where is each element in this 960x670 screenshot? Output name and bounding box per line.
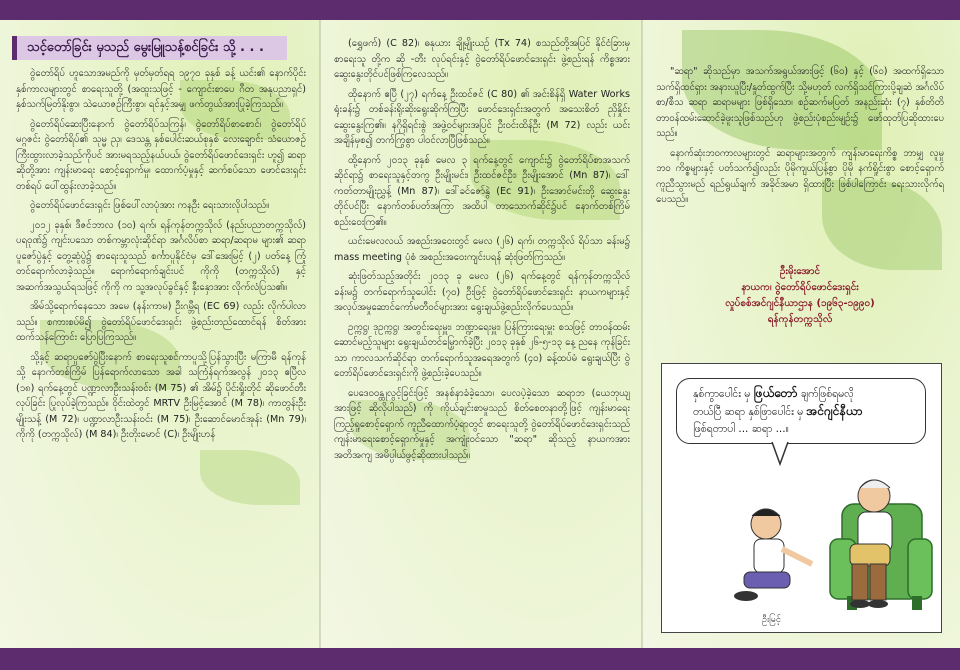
paragraph: ဝွဲတော်ရိပ်ဖောင်ဒေးရှင်း ဖြစ်ပေါ်လာပုံအား ကနဦး ရေးသားလိုပါသည်။ bbox=[30, 200, 270, 211]
article-title-bar bbox=[12, 36, 287, 60]
cartoon-drawing bbox=[662, 364, 941, 632]
article-title: သင့်တော်ခြင်း မှသည် မွေးမြူသန့်စင်ခြင်း သို့ . . . bbox=[27, 40, 264, 55]
author-name: ဦးမိုးအောင် bbox=[779, 266, 821, 277]
cartoon-illustration bbox=[661, 363, 942, 633]
elderly-man-figure bbox=[850, 480, 892, 608]
paragraph: ဆုံးဖြတ်သည့်အတိုင်း ၂၀၁၃ ခု မေလ (၂၆) ရက်နေ့တွင် ရန်ကုန်တက္ကသိုလ် ခန်းမ၌ တက်ရောက်သူပေါင်း (၇၀) ဦးဖြင့် ဝွဲတော်ရိပ်ဖောင်ဒေးရှင်း နာယကများနှင့် အလုပ်အမှုဆောင်ကော်မတီဝင်များအား ရွေးချယ်ဖွဲ့စည်းလိုက်ပေသည်။ bbox=[334, 271, 630, 313]
paragraph: ထိုနောက် ဧပြီ (၂၇) ရက်နေ့ ဦးထင်ဇင် (C 80) ၏ အင်းစိန်ရှိ Water Works ရုံးခန်း၌ တစ်ခန်းရိုးဆိုးရွေးဆိုက်ကြပြီး ဖောင်ဒေးရှင်းအတွက် အသေးစိတ် ညှိနှိုင်းဆွေးနွေးကြ၏။ နဂိုရှိရင်းစွဲ အဖွဲ့ဝင်များအပြင် ဦးဝင်းထိန်ဦး (M 72) လည်း ယင်းအချိန်မှစ၍ တက်ကြွစွာ ပါဝင်လာပြီဖြစ်သည်။ bbox=[334, 88, 630, 146]
author-position: လှုပ်စစ်အင်ဂျင်နီယာဌာန (၁၉၆၃-၁၉၉၀) bbox=[725, 298, 875, 309]
paragraph: "ဆရာ" ဆိုသည်မှာ အသက်အရွယ်အားဖြင့် (၆၀) နှင့် (၆၀) အထက်ရှိသော သက်ရှိထင်ရှား အနားယူပြီး/နှုတ်ထွက်ပြီး သို့မဟုတ် လက်ရှိသင်ကြားပို့ချဆဲ အင်္ဂလိပ်စာ/စီသ ဆရာ ဆရာမများ ဖြစ်ရှိသော၊ စဉ်ဆက်မပြတ် အနည်းဆုံး (၇) နှစ်တိတိ တာဝန်ထမ်းဆောင်ခဲ့ဖူးသူဖြစ်သည်ဟု ဖွဲ့စည်းပုံစည်းမျဉ်း၌ ဖော်ထုတ်ပြဆိုထားပေသည်။ bbox=[656, 66, 944, 139]
author-signature bbox=[656, 264, 944, 328]
paragraph: (ရွှေဖက်) (C 82)၊ ဓနုယား ချို့မျိုးယဉ် (Tx 74) စသည်တို့အပြင် နိုင်ငံခြားမှ စာရေးသူ တို့က ဆို -တီး လုပ်ရင်းနှင့် ဝွဲတော်ရိပ်ဖောင်ဒေးရှင်း ဖွဲ့စည်းရန် ကိစ္စအား ဆွေးနွေးတိုင်ပင်ဖြစ်ကြလေသည်။ bbox=[334, 38, 630, 80]
paragraph: ထို့နောက် ၂၀၁၃ ခုနှစ် မေလ ၃ ရက်နေ့တွင် ကျောင်း၌ ဝွဲတော်ရိပ်စာအသက် ဆိုင်ရာ၌ စာရေးသူနှင့်တကွ ဦးမျိုးမင်း၊ ဦးထင်ဇင်ဦး၊ ဦးမျိုးအောင် (Mn 87)၊ ဒေါ်ကတ်တာမျိုးညွှန့် (Mn 87)၊ ဒေါ်ခင်ဇော်နွဲ (Ec 91)၊ ဦးအောင်မင်းတို့ ဆွေးနွေးတိုင်ပင်ပြီး နောက်တစ်ပတ်အကြာ အထိပါ တာသောက်ဆိုင်၌ပင် နောက်တစ်ကြိမ် စည်းဝေးကြ၏။ bbox=[334, 154, 630, 228]
paragraph: ဥက္ကဋ္ဌ၊ ဒုဥက္ကဋ္ဌ၊ အတွင်းရေးမှူး၊ ဘဏ္ဍာရေးမှူး၊ ပြန်ကြားရေးမှူး စသဖြင့် တာဝန်ထမ်းဆောင်မည့်သူများ ရွေးချယ်တင်မြှောက်ခဲ့ပြီး ၂၀၁၃ ခုနှစ် ၂၆-၅-၁၃ နေ့ ညနေ ကုန်ခြင်းသာ ကာလသက်ဆိုင်ရာ တက်ရောက်သူအရေအတွက် (၄၀) ခန့်ထပ်မံ ရွေးချယ်ပြီး ဝွဲတော်ရိပ်ဖောင်ဒေးရှင်းကို ဖွဲ့စည်းခဲ့ပေသည်။ bbox=[334, 321, 630, 379]
paragraph: ဝွဲတော်ရိပ်ဆေးပြီးနောက် ဝွဲတော်ရိပ်သကြန်၊ ဝွဲတော်ရိပ်စာစောင်၊ ဝွဲတော်ရိပ်မဂ္ဂဇင်း ဝွဲတော်ရိပ်၏ သုမ္မ ညှ၊ ဒေသန္တ နှစ်ပေါင်းဆယ်စုနှစ် လေးချောင်း သံယောဇဉ်ကြီးထွားလာခဲ့သည်ကိုပင် အားမရသည့်နယ်ပယ်၊ ဝွဲတော်ရိပ်ဖောင်ဒေးရှင်း ဟူ၍ ဆရာဆိုတို့အား ကျန်းမာရေး စောင့်ရှောက်မှု၊ ထောက်ပံ့မှုနှင့် ဆက်စပ်သော ဖောင်ဒေးရှင်းတစ်ရပ် ပေါ်ထွန်းလာခဲ့သည်။ bbox=[16, 118, 306, 192]
paragraph: ပေဒေဝဝန္ထုလွင့်ခြင်းဖြင့် အနစ်နာခံခဲ့သော၊ ပေလပဲ့ခဲ့သော ဆရာဘ (ယေဘုယျအားဖြင့် ဆိုလိုပါသည်) ကို ကိုယ်ချင်းစာမှုသည် စိတ်စေတနာတို့ဖြင့် ကျန်းမာရေးကြည့်ရှုစောင့်ရှောက် ကူညီထောက်ပံ့ရာတွင် စာရေးသူတို့ ဝွဲတော်ရိပ်ဖောင်ဒေးရှင်းသည် ကျန်းမာရေးစောင့်ရှောက်မှုနှင့် အကျုံးဝင်သော "ဆရာ" ဆိုသည့် နာယကအား အတိအကျ အမိပ္ပါယ်ဖွင့်ဆိုထားပါသည်။ bbox=[334, 387, 630, 461]
paragraph: နောက်ဆုံးဘဝကာလများတွင် ဆရာများအတွက် ကျန်းမာရေးကိစ္စ ဘာမျှ လူမှုဘဝ ကိစ္စများနှင့် ပတ်သက်၍လည်း ပိုမိုကျယ်ပြန့်စွာ ပိုမို နက်ရှိုင်းစွာ စောင့်ရှောက်ကူညီသွားမည် ရည်ရွယ်ချက် အခိုင်အမာ ရှိထားပြီး ဖြစ်ပါကြောင်း ရေးသားလိုက်ရပေသည်။ bbox=[656, 147, 944, 205]
text-column-3 bbox=[656, 64, 944, 264]
paragraph: သို့နှင့် ဆရာပူဇော်ပွဲပြီးနောက် စာရေးသူစင်ကာပူသို့ပြန်သွားပြီး မကြာမီ ရန်ကုန်သို့ နောက်တစ်ကြိမ် ပြန်ရောက်လာသော အခါ သကြံန်ရက်အလွန် ၂၀၁၃ ဧပြီလ (၁၈) ရက်နေ့တွင် ပဏ္ဍာလာဦးသန်းဝင်း (M 75) ၏ အိမ်၌ ပိုင်းရှိုးတိုင် ဆိုဖောင်တီး လုပ်ခြင်း ပြုလုပ်ခဲ့ကြသည်။ ဝိုင်းထဲတွင် MRTV ဦးမြင့်အောင် (M 78)၊ ကာတွန်းဦးမျိုးသန့် (M 72)၊ ပဏ္ဍာလာဦးသန်းဝင်း (M 75)၊ ဦးဆောင်မောင်အုန်း (Mn 79)၊ ကိုကို (တက္ကသိုလ်) (M 84)၊ ဦးတိုးမောင် (C)၊ ဦးမျိုးဟန် bbox=[16, 351, 306, 440]
cartoonist-signature: ဦးမြင့် bbox=[762, 615, 781, 625]
top-border bbox=[0, 0, 960, 20]
paragraph: ဝွဲတော်ရိပ် ဟူသောအမည်ကို မှတ်မှတ်ရရ ၁၉၇၀ ခုနှစ် ခန့် ယင်း၏ နောက်ပိုင်းနှစ်ကာလများတွင် စာရေးသူတို့ (အထူးသဖြင့် - ကျောင်းစာပေ ဂီတ အနုပညာရှင်) နှစ်သက်မြတ်နိုးစွာ၊ သဲယောဇဉ်ကြီးစွာ၊ ရင်နှင့်အမျှ ဖက်တွယ်အားပြုခဲ့ကြသည်။ bbox=[16, 68, 306, 110]
fold-line bbox=[641, 20, 643, 648]
text-column-2 bbox=[334, 36, 630, 644]
fold-line bbox=[319, 20, 321, 648]
author-university: ရန်ကုန်တက္ကသိုလ် bbox=[767, 314, 833, 325]
author-role: နာယက၊ ဝွဲတော်ရိပ်ဖောင်ဒေးရှင်း bbox=[741, 282, 859, 293]
paragraph: ယင်းမေလလယ် အစည်းအဝေးတွင် မေလ (၂၆) ရက်၊ တက္ကသိုလ် ရိပ်သာ ခန်းမ၌ mass meeting ပုံစံ အစည်းအဝေးကျင်းပရန် ဆုံးဖြတ်ကြသည်။ bbox=[334, 236, 630, 263]
bottom-border bbox=[0, 648, 960, 670]
paragraph: အိမ်သို့ရောက်နေသော အမေ (နန်းကာမ) ဦးဂမ္ဘီရ (EC 69) လည်း လိုက်ပါလာသည်။ စကားစပ်မိ၍ ဝွဲတော်ရိပ်ဖောင်ဒေးရှင်း ဖွဲ့စည်းတည်ထောင်ရန် စိတ်အားထက်သန်ကြောင်း ပြောပြကြသည်။ bbox=[16, 301, 306, 343]
paragraph: ၂၀၁၂ ခုနှစ်၊ ဒီဇင်ဘာလ (၁၀) ရက်၊ ရန်ကုန်တက္ကသိုလ် (နည်းပညာတက္ကသိုလ်) ပရဝုဏ်၌ ကျင်းပသော တစ်ကမ္ဘာလုံးဆိုင်ရာ အင်္ဂလိပ်စာ ဆရာ/ဆရာမ များ၏ ဆရာပူဇော်ပွဲနှင့် တွေ့ဆုံပွဲ၌ စာရေးသူသည် စင်္ကာပူနိုင်ငံမှ ဒေါ်အေးမြင့် (၂) ပတ်နေ့ ကြုံတင်ရောက်လာခဲ့သည်။ ရောက်ရောက်ချင်းပင် ကိုကို (တက္ကသိုလ်) နှင့် အဆက်အသွယ်ရသဖြင့် ကိုကို က သူ့အလုပ်ခွင်နှင့် နှီးနှောအား လိုက်လံပြသ၏။ bbox=[16, 219, 306, 293]
young-man-figure bbox=[734, 509, 812, 601]
text-column-1 bbox=[16, 66, 306, 644]
speech-bubble-text: နှစ်ကွာပေါင်း မှ ဖြယ်တော် ချက်ဖြစ်ရမလို တယ်ပြီ ဆရာ နှစ်ဖြာပေါင်း မှ အင်ဂျင်နီယာ ဖြစ်ရတာပါ ... ဆရာ ...။ bbox=[693, 386, 863, 435]
